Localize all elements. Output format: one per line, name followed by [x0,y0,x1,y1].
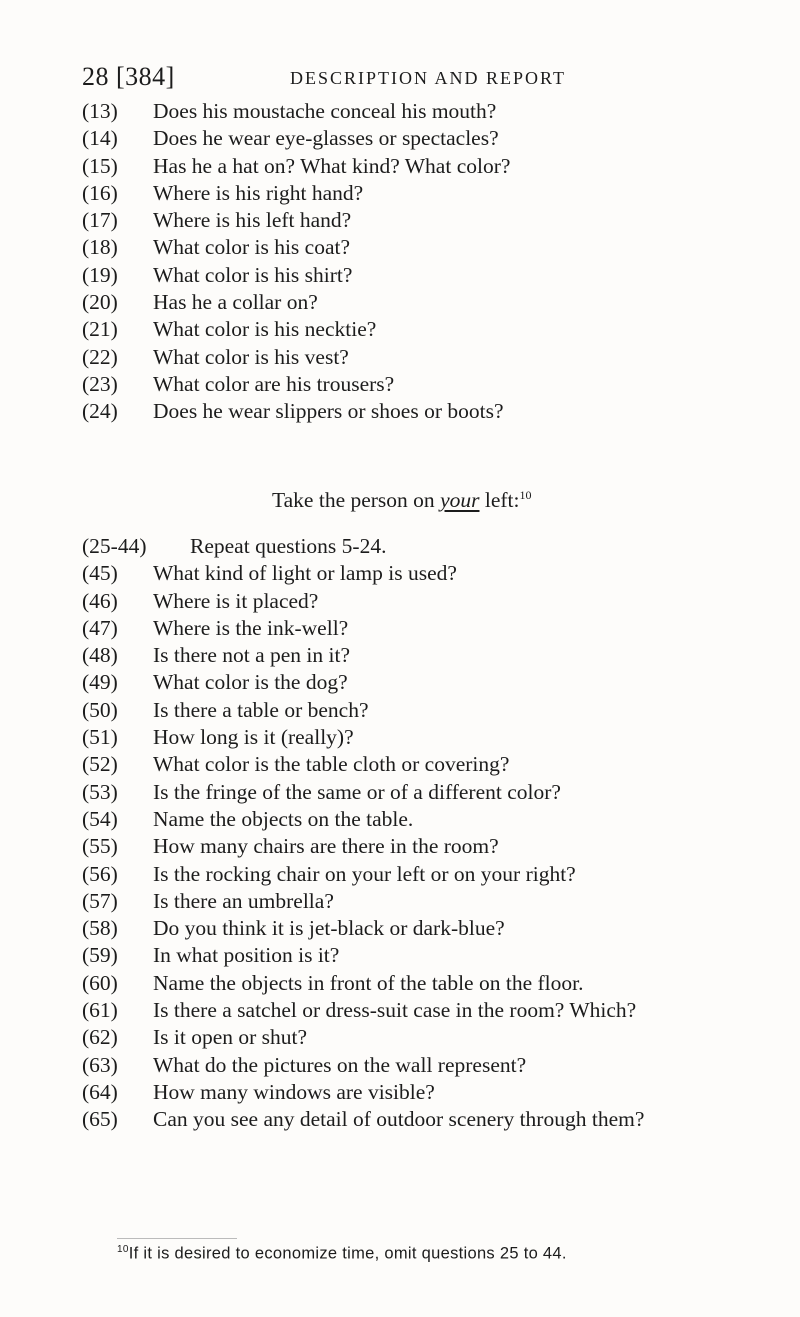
question-number: (25-44) [82,534,147,558]
question-number: (14) [82,126,118,151]
question-item [82,289,797,316]
question-text: Is the fringe of the same or of a different color? [153,779,561,804]
question-number: (45) [82,561,118,586]
question-number: (22) [82,344,118,369]
question-item [82,234,797,261]
question-text: What color are his trousers? [153,371,395,396]
question-item [82,615,797,642]
section-subheading [272,488,531,513]
question-text: Is there a satchel or dress-suit case in the room? Which? [153,998,637,1023]
question-text: Does his moustache conceal his mouth? [153,99,497,123]
question-text: Does he wear slippers or shoes or boots? [153,399,504,424]
question-text: What color is the dog? [153,670,348,695]
question-text: Is there not a pen in it? [153,643,351,668]
question-text: Where is the ink-well? [153,615,349,640]
question-number: (23) [82,371,118,396]
question-number: (20) [82,290,118,315]
question-item [82,669,797,696]
question-text: Does he wear eye-glasses or spectacles? [153,126,499,151]
question-number: (15) [82,153,118,178]
question-number: (57) [82,888,118,913]
question-number: (24) [82,399,118,424]
footnote-text: If it is desired to economize time, omit questions 25 to 44. [128,1244,567,1263]
question-number: (52) [82,752,118,777]
question-text: Do you think it is jet-black or dark-blue? [153,916,505,941]
question-item [82,888,797,915]
question-text: How many chairs are there in the room? [153,834,499,859]
question-item [82,1106,797,1133]
question-number: (55) [82,834,118,859]
question-item [82,697,797,724]
page-number: 28 [384] [82,62,175,91]
question-text: What color is his shirt? [153,262,353,287]
question-number: (19) [82,262,118,287]
question-text: How long is it (really)? [153,725,354,750]
question-item [82,779,797,806]
question-text: Name the objects in front of the table on the floor. [153,970,584,995]
question-number: (60) [82,970,118,995]
question-number: (59) [82,943,118,968]
question-text: How many windows are visible? [153,1079,435,1104]
question-item [82,861,797,888]
question-item [82,98,797,125]
question-text: What color is his vest? [153,344,349,369]
footnote-marker: 10 [117,1244,129,1255]
question-text: What color is the table cloth or covering? [153,752,510,777]
running-title: DESCRIPTION AND REPORT [290,68,566,88]
question-text: Where is it placed? [153,588,319,613]
question-number: (51) [82,725,118,750]
question-number: (16) [82,180,118,205]
question-item [82,207,797,234]
question-item [82,642,797,669]
question-item [82,1052,797,1079]
subheading-emphasis: your [440,488,480,513]
question-item [82,125,797,152]
question-item [82,997,797,1024]
question-number: (18) [82,235,118,260]
question-text: Repeat questions 5-24. [190,534,387,558]
question-item [82,588,797,615]
question-text: Can you see any detail of outdoor scenery through them? [153,1107,645,1132]
question-number: (50) [82,697,118,722]
question-item [82,371,797,398]
question-text: Has he a hat on? What kind? What color? [153,153,511,178]
question-text: Has he a collar on? [153,290,318,315]
question-list-part1 [82,98,797,426]
question-text: Is there an umbrella? [153,888,334,913]
question-text: In what position is it? [153,943,340,968]
question-number: (48) [82,643,118,668]
footnote-reference: 10 [519,488,532,502]
question-text: Where is his left hand? [153,208,352,233]
question-number: (17) [82,208,118,233]
question-text: Is it open or shut? [153,1025,308,1050]
subheading-text-before: Take the person on [272,488,441,513]
question-item [82,153,797,180]
question-item [82,724,797,751]
question-number: (56) [82,861,118,886]
question-item [82,970,797,997]
subheading-text-after: left: [479,488,520,513]
question-text: Name the objects on the table. [153,806,414,831]
question-item [82,533,797,560]
question-item [82,262,797,289]
question-item [82,180,797,207]
question-number: (61) [82,998,118,1023]
question-item [82,833,797,860]
footnote-rule [117,1238,237,1239]
question-number: (21) [82,317,118,342]
question-item [82,1024,797,1051]
question-number: (46) [82,588,118,613]
question-list-part2 [82,533,797,1134]
question-item [82,398,797,425]
question-number: (13) [82,99,118,123]
question-text: What color is his coat? [153,235,351,260]
question-text: What color is his necktie? [153,317,377,342]
question-number: (54) [82,806,118,831]
question-item [82,316,797,343]
question-number: (64) [82,1079,118,1104]
question-number: (62) [82,1025,118,1050]
question-number: (58) [82,916,118,941]
question-text: Where is his right hand? [153,180,364,205]
question-item [82,344,797,371]
question-item [82,942,797,969]
question-number: (47) [82,615,118,640]
question-text: What do the pictures on the wall represent? [153,1052,527,1077]
question-number: (49) [82,670,118,695]
question-text: Is there a table or bench? [153,697,369,722]
question-item [82,915,797,942]
question-number: (65) [82,1107,118,1132]
question-number: (53) [82,779,118,804]
running-head [82,62,762,96]
question-item [82,1079,797,1106]
footnote [117,1244,567,1264]
question-item [82,560,797,587]
question-number: (63) [82,1052,118,1077]
question-item [82,751,797,778]
question-item [82,806,797,833]
question-text: Is the rocking chair on your left or on your right? [153,861,576,886]
question-text: What kind of light or lamp is used? [153,561,457,586]
